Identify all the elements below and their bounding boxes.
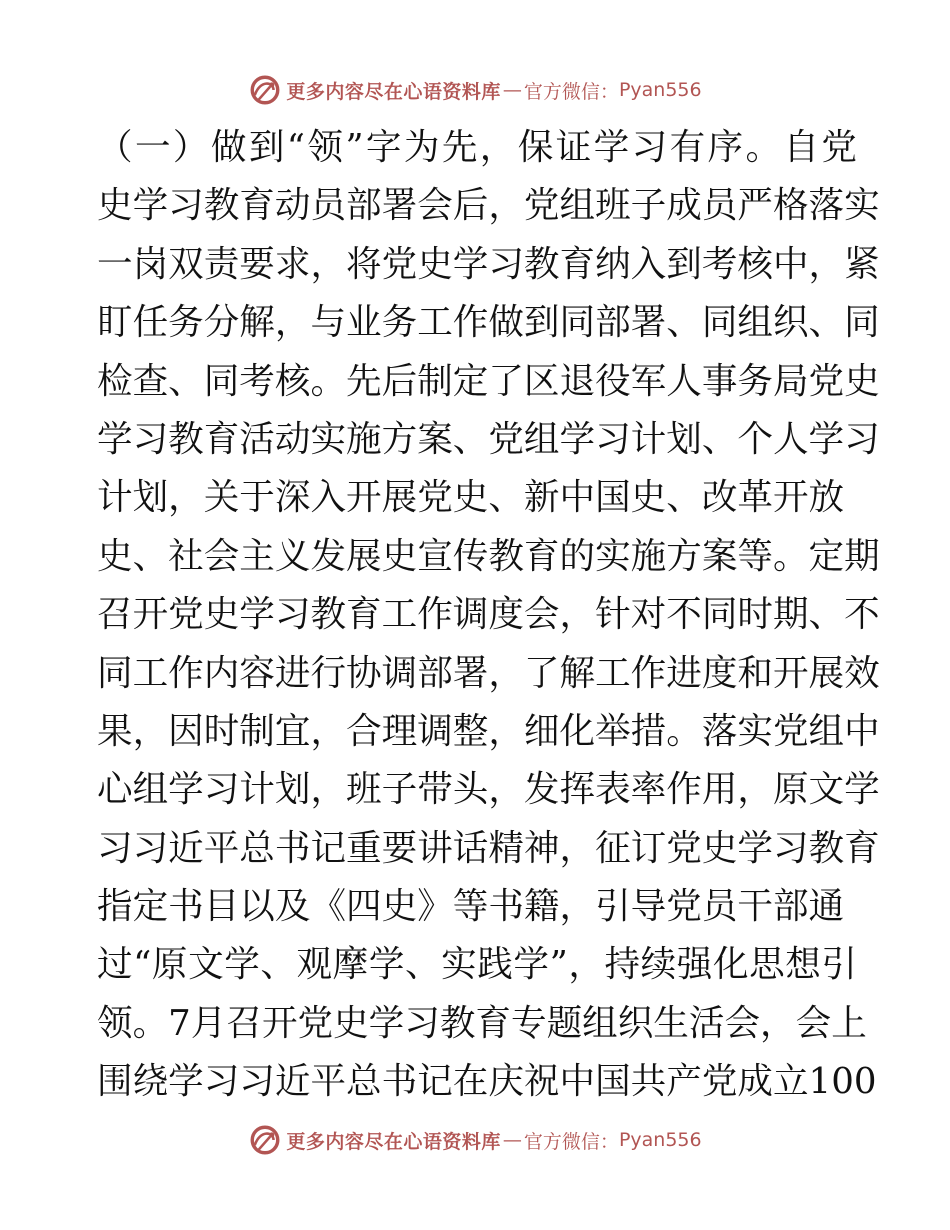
banner-contact-label: 官方微信： [523,80,619,103]
body-line: 学习教育活动实施方案、党组学习计划、个人学习 [97,418,880,460]
body-line: 计划，关于深入开展党史、新中国史、改革开放 [97,477,845,519]
body-line: 过“原文学、观摩学、实践学”，持续强化思想引 [97,944,857,986]
header-banner [0,70,950,110]
banner-separator: — [502,1129,522,1151]
body-line: 同工作内容进行协调部署，了解工作进度和开展效 [97,652,880,694]
body-line: 史、社会主义发展史宣传教育的实施方案等。定期 [97,535,880,577]
swirl-logo-icon [248,73,282,107]
body-line: （一）做到“领”字为先，保证学习有序。自党 [97,127,857,168]
document-body [97,125,880,1118]
body-line: 召开党史学习教育工作调度会，针对不同时期、不 [97,594,880,636]
body-line: 领。7月召开党史学习教育专题组织生活会，会上 [97,1002,867,1044]
body-line: 果，因时制宜，合理调整，细化举措。落实党组中 [97,710,880,752]
body-line: 盯任务分解，与业务工作做到同部署、同组织、同 [97,302,880,344]
banner-contact-id: Pyan556 [618,79,702,101]
banner-brand: 更多内容尽在心语资料库 [286,1130,501,1153]
body-line: 指定书目以及《四史》等书籍，引导党员干部通 [97,886,845,928]
body-line: 习习近平总书记重要讲话精神，征订党史学习教育 [97,827,880,869]
banner-brand: 更多内容尽在心语资料库 [286,80,501,103]
banner-contact-label: 官方微信： [523,1130,619,1153]
body-line: 围绕学习习近平总书记在庆祝中国共产党成立100 [97,1061,877,1103]
swirl-logo-icon [248,1123,282,1157]
banner-separator: — [502,79,522,101]
footer-banner [0,1120,950,1160]
banner-contact-id: Pyan556 [618,1129,702,1151]
body-line: 检查、同考核。先后制定了区退役军人事务局党史 [97,360,880,402]
body-line: 史学习教育动员部署会后，党组班子成员严格落实 [97,185,880,227]
body-line: 一岗双责要求，将党史学习教育纳入到考核中，紧 [97,243,880,285]
body-line: 心组学习计划，班子带头，发挥表率作用，原文学 [97,769,880,811]
